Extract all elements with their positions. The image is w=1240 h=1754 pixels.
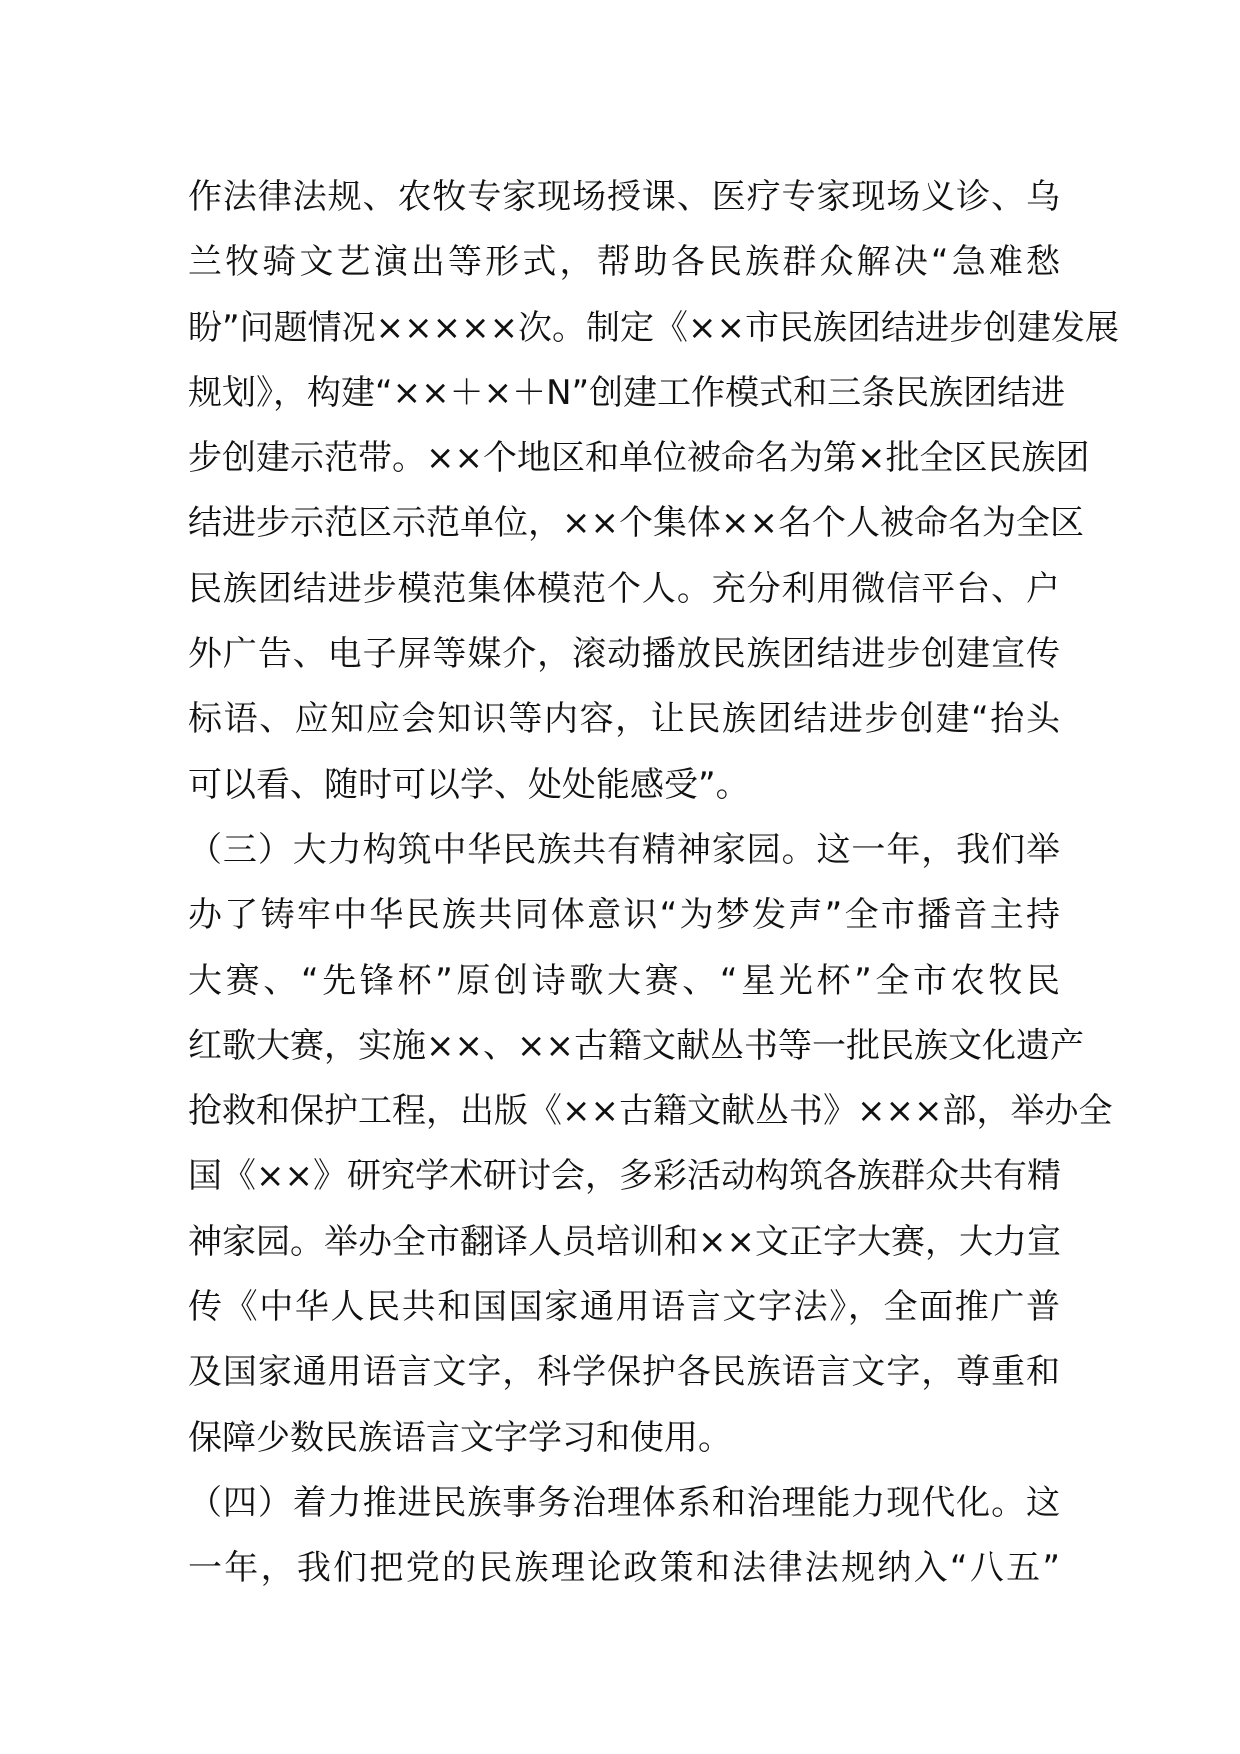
text-line: 办了铸牢中华民族共同体意识“为梦发声”全市播音主持 (188, 895, 1060, 936)
text-line: 步创建示范带。××个地区和单位被命名为第×批全区民族团 (188, 438, 1090, 479)
paragraph-end-line: 保障少数民族语言文字学习和使用。 (188, 1417, 732, 1458)
text-line: 作法律法规、农牧专家现场授课、医疗专家现场义诊、乌 (188, 177, 1060, 217)
document-page (188, 165, 1120, 1602)
text-line: 红歌大赛，实施××、××古籍文献丛书等一批民族文化遗产 (188, 1025, 1084, 1066)
text-line: 结进步示范区示范单位，××个集体××名个人被命名为全区 (188, 503, 1084, 544)
text-line: 标语、应知应会知识等内容，让民族团结进步创建“抬头 (188, 699, 1060, 740)
section-heading-line: （三）大力构筑中华民族共有精神家园。这一年，我们举 (188, 829, 1060, 870)
text-line: 盼”问题情况×××××次。制定《××市民族团结进步创建发展 (188, 307, 1120, 348)
text-line: 神家园。举办全市翻译人员培训和××文正字大赛，大力宣 (188, 1221, 1061, 1262)
text-line: 外广告、电子屏等媒介，滚动播放民族团结进步创建宣传 (188, 634, 1060, 675)
text-line: 传《中华人民共和国国家通用语言文字法》，全面推广普 (188, 1287, 1060, 1328)
section-heading-line: （四）着力推进民族事务治理体系和治理能力现代化。这 (188, 1482, 1060, 1523)
text-line: 大赛、“先锋杯”原创诗歌大赛、“星光杯”全市农牧民 (188, 960, 1060, 1001)
text-line: 民族团结进步模范集体模范个人。充分利用微信平台、户 (188, 568, 1060, 609)
text-line: 兰牧骑文艺演出等形式，帮助各民族群众解决“急难愁 (188, 242, 1060, 283)
text-line: 及国家通用语言文字，科学保护各民族语言文字，尊重和 (188, 1352, 1060, 1393)
text-line: 一年，我们把党的民族理论政策和法律法规纳入“八五” (188, 1548, 1060, 1589)
paragraph-end-line: 可以看、随时可以学、处处能感受”。 (188, 764, 750, 805)
text-line: 抢救和保护工程，出版《××古籍文献丛书》×××部，举办全 (188, 1091, 1113, 1132)
text-line: 规划》，构建“××＋×＋N”创建工作模式和三条民族团结进 (188, 372, 1066, 413)
text-line: 国《××》研究学术研讨会，多彩活动构筑各族群众共有精 (188, 1156, 1061, 1197)
